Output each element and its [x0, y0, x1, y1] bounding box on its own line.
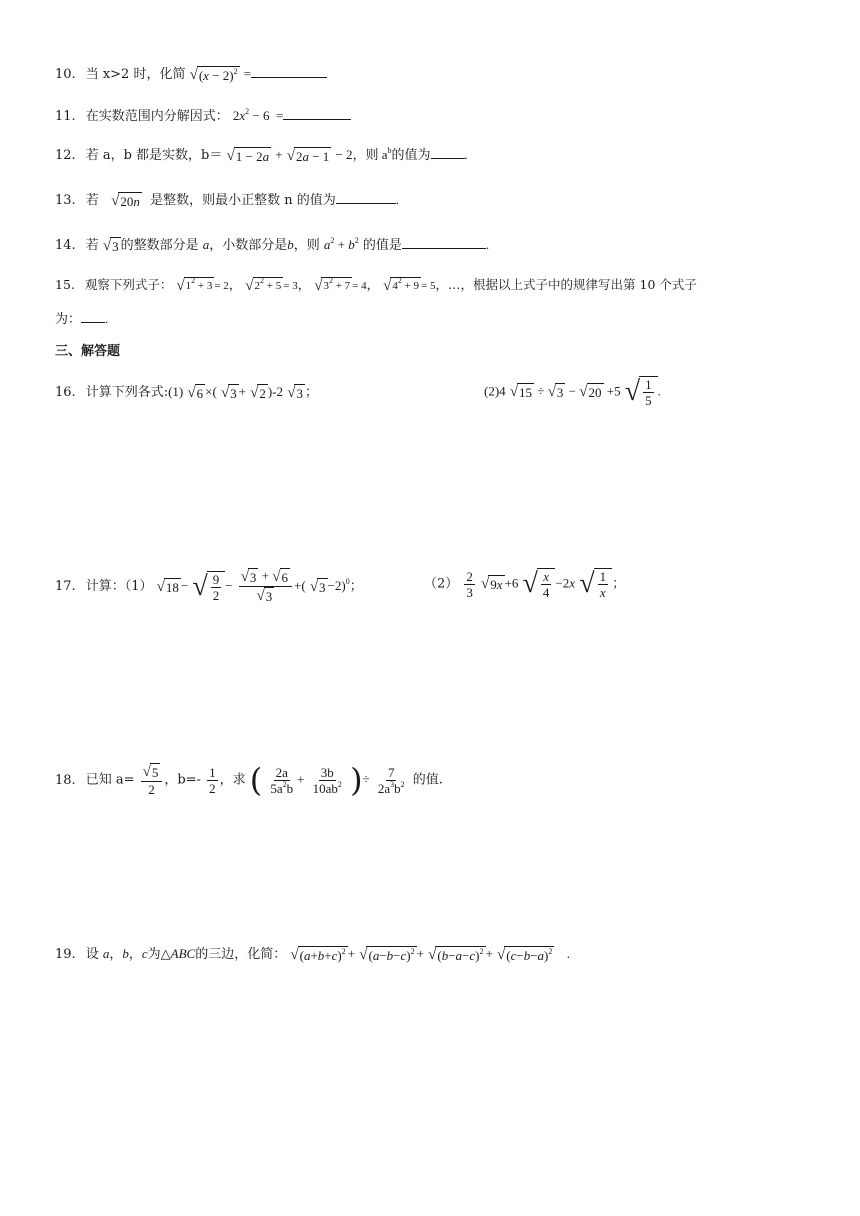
math-expression: $2x^2 - 6$ = [232, 107, 284, 123]
question-text: ，…，根据以上式子中的规律写出第 10 个式子 [435, 277, 697, 292]
question-text: 的值. [412, 772, 443, 788]
question-16: 16. 计算下列各式:(1) √ 6 ×( √ 3 + √ 2 )-2 √ 3 ； [55, 382, 318, 403]
sqrt-expression: √ 20 [579, 384, 602, 400]
question-text: ，小数部分是 [209, 238, 288, 253]
question-18: 18. 已知 a= √ 5 2 ，b=- $\frac{1}{2}$ ，求 ( $\frac{2a}{5a^2b}$ + $\frac{3b}{10ab^2}$ )÷ $\frac{7}{2a^3b^2}$ 的值. [55, 761, 443, 799]
fraction: $\frac{1}{2}$ [209, 764, 216, 796]
sqrt-expression: √ 3 [287, 384, 303, 401]
question-17: 17. 计算：（1） √ 18 − √ $\frac{9}{2}$ − √ 3 + √ 6 √ 3 +( √ 3 −2)$^0$； [55, 568, 363, 605]
sqrt-expression: √ $(b-a-c)^2$ [428, 946, 484, 963]
question-text: 的三边，化简： [195, 947, 287, 962]
question-number: 15. [55, 277, 75, 292]
fraction: √ 5 2 [141, 763, 163, 797]
sqrt-expression: √ 15 [509, 384, 533, 400]
fraction: $\frac{2a}{5a^2b}$ [270, 764, 294, 796]
question-number: 10. [55, 67, 76, 82]
question-text: ，则 [293, 238, 320, 253]
answer-blank[interactable] [431, 145, 465, 159]
question-19: 19. 设 a，b，c为△ABC的三边，化简： √ $(a+b+c)^2$ + √ $(a-b-c)^2$ + √ $(b-a-c)^2$ + √ $(c-b-a)^2$ . [55, 944, 570, 965]
sqrt-expression: √ $3^2 + 7$ [314, 275, 351, 294]
sqrt-expression: √ 20n [111, 192, 140, 209]
question-text: 是整数，则最小正整数 n 的值为 [150, 193, 336, 208]
fraction: $\frac{2}{3}$ [466, 568, 473, 600]
question-text: ，b=- [164, 772, 201, 788]
question-text: 若 [85, 238, 99, 253]
sqrt-expression: √ 9x [481, 576, 503, 592]
sqrt-fraction: √ $\frac{1}{5}$ [625, 376, 658, 408]
question-text: 已知 a= [85, 772, 135, 788]
fraction: $\frac{7}{2a^3b^2}$ [377, 764, 405, 796]
question-number: 17. [55, 579, 76, 595]
sqrt-expression: √ $2^2 + 5$ [245, 275, 282, 294]
fraction: √ 3 + √ 6 √ 3 [239, 568, 292, 605]
question-text: 设 [85, 947, 99, 962]
question-number: 12. [55, 148, 76, 163]
question-text: 若 [85, 193, 99, 208]
question-text: 在实数范围内分解因式： [85, 109, 229, 124]
question-text: 为△ [147, 947, 171, 962]
sqrt-expression: √ 2 [250, 384, 266, 401]
answer-blank[interactable] [402, 235, 486, 249]
sqrt-expression: √ $(a-b-c)^2$ [359, 946, 415, 963]
answer-blank[interactable] [336, 190, 396, 204]
question-text: 计算： [85, 579, 125, 595]
answer-blank[interactable] [251, 64, 327, 78]
question-text: 为： [55, 312, 82, 327]
sqrt-expression: √ 3 [309, 578, 326, 595]
question-text: 计算下列各式: [85, 385, 169, 400]
question-text: 的值为 [391, 148, 431, 163]
sqrt-expression: √ 2a − 1 [286, 147, 330, 164]
answer-blank[interactable] [81, 309, 105, 323]
question-text: 当 x>2 时，化简 [85, 67, 186, 82]
sqrt-expression: √ $(x - 2)^2$ [189, 66, 238, 83]
question-text: 的值是 [362, 238, 402, 253]
question-15: 15. 观察下列式子： √ $1^2 + 3$ = 2， √ $2^2 + 5$ = 3， √ $3^2 + 7$ = 4， √ $4^2 + 9$ = 5，…，根据以上式子中的规律写出第 10 个式子 [55, 275, 697, 294]
question-13: 13. 若 √ 20n 是整数，则最小正整数 n 的值为 . [55, 190, 399, 211]
sqrt-fraction: √ $\frac{1}{x}$ [579, 568, 612, 600]
question-text: 观察下列式子： [84, 277, 173, 292]
sqrt-fraction: √ $\frac{x}{4}$ [523, 568, 556, 600]
sqrt-expression: √ $(c-b-a)^2$ [497, 946, 553, 963]
question-10: 10. 当 x>2 时，化简 √ $(x - 2)^2$ = [55, 64, 327, 85]
sqrt-expression: √ 3 [220, 384, 237, 401]
question-number: 16. [55, 385, 76, 400]
answer-blank[interactable] [283, 106, 351, 120]
question-number: 18. [55, 772, 76, 788]
question-text: 若 a，b 都是实数，b＝ [85, 148, 223, 163]
fraction: $\frac{3b}{10ab^2}$ [312, 764, 342, 796]
question-14: 14. 若 √ 3 的整数部分是 a，小数部分是b，则 $a^2 + b^2$ 的值是 . [55, 235, 489, 256]
sqrt-expression: √ 3 [547, 384, 564, 400]
sqrt-expression: √ 6 [187, 384, 204, 401]
question-number: 11. [55, 109, 76, 124]
question-15-continued: 为： . [55, 311, 109, 327]
sqrt-expression: √ $1^2 + 3$ [176, 275, 213, 294]
question-11 [55, 106, 351, 127]
question-number: 14. [55, 238, 76, 253]
sqrt-fraction: √ $\frac{9}{2}$ [192, 571, 225, 603]
question-number: 19. [55, 947, 76, 962]
question-17-part-2: （2） $\frac{2}{3}$ √ 9x +6 √ $\frac{x}{4}$ −2x √ $\frac{1}{x}$ ； [424, 568, 626, 600]
question-12: 12. 若 a，b 都是实数，b＝ √ 1 − 2a + √ 2a − 1 − 2，则 $a^b$的值为 . [55, 145, 468, 166]
question-16-part-2: (2)4 √ 15 ÷ √ 3 − √ 20 +5 √ $\frac{1}{5}$ . [484, 376, 661, 408]
sqrt-expression: √ 3 [102, 237, 119, 254]
sqrt-expression: √ 1 − 2a [226, 147, 270, 164]
question-text: 的整数部分是 [120, 238, 199, 253]
sqrt-expression: √ $4^2 + 9$ [383, 275, 420, 294]
sqrt-expression: √ $(a+b+c)^2$ [290, 946, 346, 963]
question-number: 13. [55, 193, 76, 208]
sqrt-expression: √ 18 [156, 578, 179, 595]
question-text: ，求 [219, 772, 246, 788]
section-heading: 三、解答题 [55, 344, 121, 359]
